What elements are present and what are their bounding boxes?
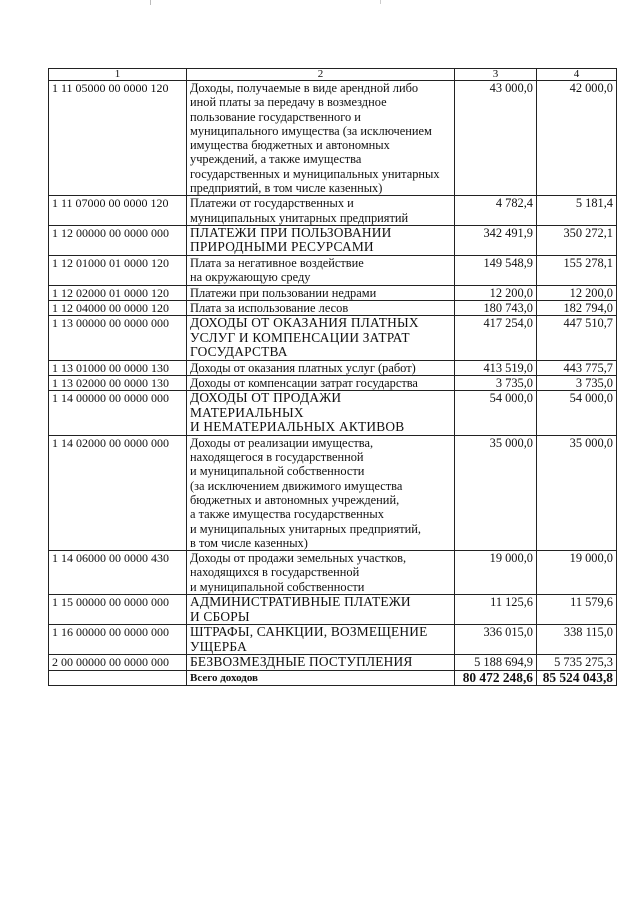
amount-year-2: 11 579,6 [537, 595, 617, 625]
revenue-name: Доходы от оказания платных услуг (работ) [187, 360, 455, 375]
budget-code: 1 12 01000 01 0000 120 [49, 255, 187, 285]
revenue-name: ДОХОДЫ ОТ ПРОДАЖИ МАТЕРИАЛЬНЫХ И НЕМАТЕРИАЛЬНЫХ АКТИВОВ [187, 391, 455, 436]
amount-year-1: 4 782,4 [455, 196, 537, 226]
budget-code: 1 11 07000 00 0000 120 [49, 196, 187, 226]
table-row [49, 255, 617, 285]
budget-code: 1 12 00000 00 0000 000 [49, 225, 187, 255]
scan-mark [150, 0, 151, 5]
amount-year-2: 350 272,1 [537, 225, 617, 255]
amount-year-1: 417 254,0 [455, 316, 537, 361]
amount-year-1: 149 548,9 [455, 255, 537, 285]
budget-code: 1 11 05000 00 0000 120 [49, 81, 187, 196]
scan-mark [380, 0, 381, 4]
amount-year-1: 3 735,0 [455, 375, 537, 390]
amount-year-2: 338 115,0 [537, 625, 617, 655]
amount-year-2: 19 000,0 [537, 551, 617, 595]
amount-year-1: 342 491,9 [455, 225, 537, 255]
table-row [49, 391, 617, 436]
table-row [49, 625, 617, 655]
table-row [49, 316, 617, 361]
column-number-2: 2 [187, 69, 455, 81]
amount-year-2: 35 000,0 [537, 435, 617, 550]
revenue-name: Платежи при пользовании недрами [187, 285, 455, 300]
revenue-name: Доходы, получаемые в виде арендной либо иной платы за передачу в возмездное пользование государственного и муниципального имущества (за исключением имущества бюджетных и автономных учреждений, а также имущества государственных и муниципальных унитарных предприятий, в том числе казенных) [187, 81, 455, 196]
amount-year-2: 182 794,0 [537, 300, 617, 315]
table-row [49, 196, 617, 226]
table-row [49, 551, 617, 595]
revenue-name: Плата за негативное воздействие на окружающую среду [187, 255, 455, 285]
column-number-3: 3 [455, 69, 537, 81]
total-row [49, 670, 617, 685]
revenue-name: ШТРАФЫ, САНКЦИИ, ВОЗМЕЩЕНИЕ УЩЕРБА [187, 625, 455, 655]
amount-year-2: 12 200,0 [537, 285, 617, 300]
revenue-table [48, 68, 617, 686]
revenue-name: Платежи от государственных и муниципальных унитарных предприятий [187, 196, 455, 226]
revenue-name: ДОХОДЫ ОТ ОКАЗАНИЯ ПЛАТНЫХ УСЛУГ И КОМПЕНСАЦИИ ЗАТРАТ ГОСУДАРСТВА [187, 316, 455, 361]
table-row [49, 360, 617, 375]
amount-year-1: 19 000,0 [455, 551, 537, 595]
table-row [49, 300, 617, 315]
amount-year-2: 5 735 275,3 [537, 655, 617, 671]
table-row [49, 435, 617, 550]
total-code-cell [49, 670, 187, 685]
budget-code: 1 14 06000 00 0000 430 [49, 551, 187, 595]
revenue-name: БЕЗВОЗМЕЗДНЫЕ ПОСТУПЛЕНИЯ [187, 655, 455, 671]
amount-year-1: 12 200,0 [455, 285, 537, 300]
budget-code: 1 14 02000 00 0000 000 [49, 435, 187, 550]
amount-year-1: 5 188 694,9 [455, 655, 537, 671]
amount-year-2: 5 181,4 [537, 196, 617, 226]
amount-year-1: 43 000,0 [455, 81, 537, 196]
table-header-row [49, 69, 617, 81]
total-label: Всего доходов [187, 670, 455, 685]
amount-year-1: 35 000,0 [455, 435, 537, 550]
budget-code: 1 14 00000 00 0000 000 [49, 391, 187, 436]
amount-year-1: 336 015,0 [455, 625, 537, 655]
budget-code: 1 12 02000 01 0000 120 [49, 285, 187, 300]
amount-year-1: 413 519,0 [455, 360, 537, 375]
revenue-name: АДМИНИСТРАТИВНЫЕ ПЛАТЕЖИ И СБОРЫ [187, 595, 455, 625]
amount-year-2: 447 510,7 [537, 316, 617, 361]
table-row [49, 655, 617, 671]
budget-code: 1 13 00000 00 0000 000 [49, 316, 187, 361]
table-row [49, 81, 617, 196]
budget-code: 2 00 00000 00 0000 000 [49, 655, 187, 671]
revenue-name: ПЛАТЕЖИ ПРИ ПОЛЬЗОВАНИИ ПРИРОДНЫМИ РЕСУРСАМИ [187, 225, 455, 255]
amount-year-1: 11 125,6 [455, 595, 537, 625]
budget-code: 1 13 01000 00 0000 130 [49, 360, 187, 375]
amount-year-2: 3 735,0 [537, 375, 617, 390]
table-row [49, 595, 617, 625]
amount-year-2: 155 278,1 [537, 255, 617, 285]
revenue-name: Доходы от продажи земельных участков, находящихся в государственной и муниципальной собственности [187, 551, 455, 595]
amount-year-2: 443 775,7 [537, 360, 617, 375]
revenue-name: Доходы от реализации имущества, находящегося в государственной и муниципальной собственности (за исключением движимого имущества бюджетных и автономных учреждений, а также имущества государственных и муниципальных унитарных предприятий, в том числе казенных) [187, 435, 455, 550]
amount-year-1: 54 000,0 [455, 391, 537, 436]
revenue-name: Доходы от компенсации затрат государства [187, 375, 455, 390]
table-row [49, 285, 617, 300]
revenue-name: Плата за использование лесов [187, 300, 455, 315]
column-number-1: 1 [49, 69, 187, 81]
column-number-4: 4 [537, 69, 617, 81]
total-year-2: 85 524 043,8 [537, 670, 617, 685]
budget-code: 1 13 02000 00 0000 130 [49, 375, 187, 390]
table-row [49, 375, 617, 390]
budget-code: 1 12 04000 00 0000 120 [49, 300, 187, 315]
amount-year-2: 42 000,0 [537, 81, 617, 196]
total-year-1: 80 472 248,6 [455, 670, 537, 685]
amount-year-2: 54 000,0 [537, 391, 617, 436]
amount-year-1: 180 743,0 [455, 300, 537, 315]
budget-code: 1 15 00000 00 0000 000 [49, 595, 187, 625]
table-row [49, 225, 617, 255]
budget-code: 1 16 00000 00 0000 000 [49, 625, 187, 655]
